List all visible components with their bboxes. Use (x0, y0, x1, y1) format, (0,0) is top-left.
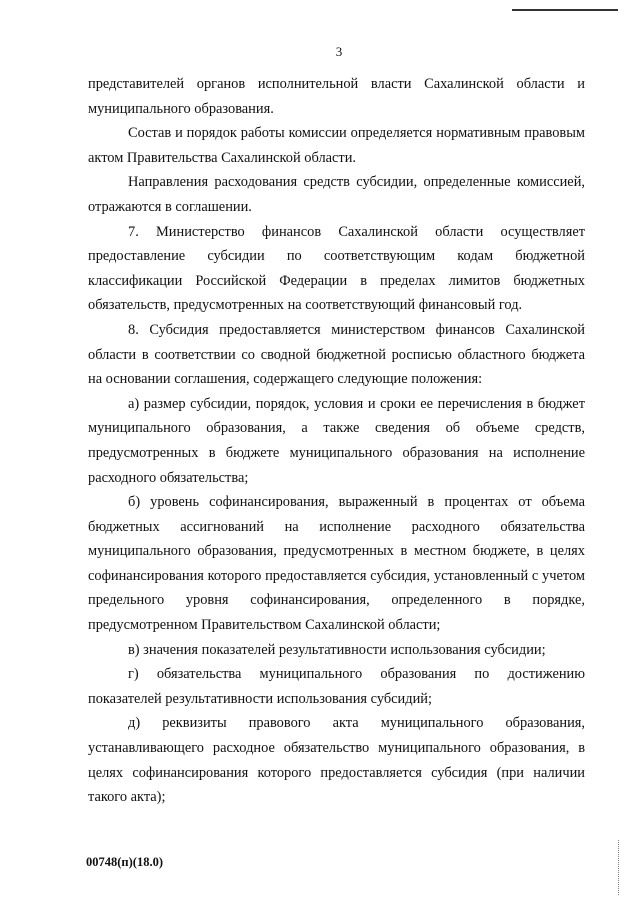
scan-edge-line (512, 9, 618, 11)
paragraph-spending-directions: Направления расходования средств субсидии, определенные комиссией, отражаются в соглашении. (88, 174, 585, 215)
paragraph-item-8: 8. Субсидия предоставляется министерством финансов Сахалинской области в соответствии со сводной бюджетной росписью областного бюджета на основании соглашения, содержащего следующие положения: (88, 321, 585, 388)
document-body (88, 72, 585, 810)
paragraph-subitem-v: в) значения показателей результативности использования субсидии; (128, 641, 546, 658)
paragraph-subitem-a: а) размер субсидии, порядок, условия и сроки ее перечисления в бюджет муниципального образования, а также сведения об объеме средств, предусмотренных в бюджете муниципального образования на исполнение расходного обязательства; (88, 395, 585, 486)
paragraph-subitem-g: г) обязательства муниципального образования по достижению показателей результативности использования субсидий; (88, 666, 585, 707)
paragraph-item-7: 7. Министерство финансов Сахалинской области осуществляет предоставление субсидии по соответствующим кодам бюджетной классификации Российской Федерации в пределах лимитов бюджетных обязательств, предусмотренных на соответствующий финансовый год. (88, 223, 585, 314)
paragraph-subitem-d: д) реквизиты правового акта муниципального образования, устанавливающего расходное обязательство муниципального образования, в целях софинансирования которого предоставляется субсидия (при наличии такого акта); (88, 715, 585, 806)
scan-margin-marks (618, 840, 621, 895)
document-code: 00748(п)(18.0) (86, 855, 163, 869)
paragraph-continuation: представителей органов исполнительной власти Сахалинской области и муниципального образования. (88, 76, 585, 117)
paragraph-subitem-b: б) уровень софинансирования, выраженный в процентах от объема бюджетных ассигнований на исполнение расходного обязательства муниципального образования, предусмотренных в местном бюджете, в целях софинансирования которого предоставляется субсидия, установленный с учетом предельного уровня софинансирования, определенного в порядке, предусмотренном Правительством Сахалинской области; (88, 494, 585, 634)
page-number: 3 (335, 44, 343, 59)
paragraph-commission-composition: Состав и порядок работы комиссии определяется нормативным правовым актом Правительства Сахалинской области. (88, 125, 585, 166)
